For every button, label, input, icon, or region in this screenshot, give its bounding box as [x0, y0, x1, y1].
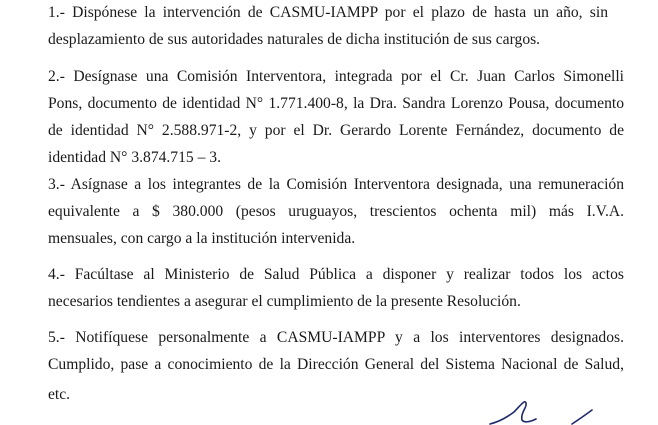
item-2-line-1: 2.- Desígnase una Comisión Interventora, integrada por el Cr. Juan Carlos Simonelli	[48, 68, 624, 85]
signature-mark	[488, 398, 598, 425]
item-3-line-2: equivalente a $ 380.000 (pesos uruguayos, trescientos ochenta mil) más I.V.A.	[48, 203, 624, 220]
item-4-line-1: 4.- Facúltase al Ministerio de Salud Pública a disponer y realizar todos los actos	[48, 266, 624, 283]
item-3-line-1: 3.- Asígnase a los integrantes de la Comisión Interventora designada, una remuneración	[48, 176, 624, 193]
item-5-line-3: etc.	[48, 386, 71, 403]
item-2-line-4: identidad N° 3.874.715 – 3.	[48, 149, 221, 166]
item-5-line-1: 5.- Notifíquese personalmente a CASMU-IAMPP y a los interventores designados.	[48, 329, 624, 346]
item-2-line-2: Pons, documento de identidad N° 1.771.400-8, la Dra. Sandra Lorenzo Pousa, documento	[48, 95, 624, 112]
item-5-line-2: Cumplido, pase a conocimiento de la Dirección General del Sistema Nacional de Salud,	[48, 356, 624, 373]
item-1-line-1: 1.- Dispónese la intervención de CASMU-IAMPP por el plazo de hasta un año, sin	[48, 4, 608, 21]
item-2-line-3: de identidad N° 2.588.971-2, y por el Dr. Gerardo Lorente Fernández, documento de	[48, 122, 624, 139]
item-3-line-3: mensuales, con cargo a la institución intervenida.	[48, 230, 356, 247]
item-4-line-2: necesarios tendientes a asegurar el cumplimiento de la presente Resolución.	[48, 293, 521, 310]
item-1-line-2: desplazamiento de sus autoridades naturales de dicha institución de sus cargos.	[48, 31, 541, 48]
